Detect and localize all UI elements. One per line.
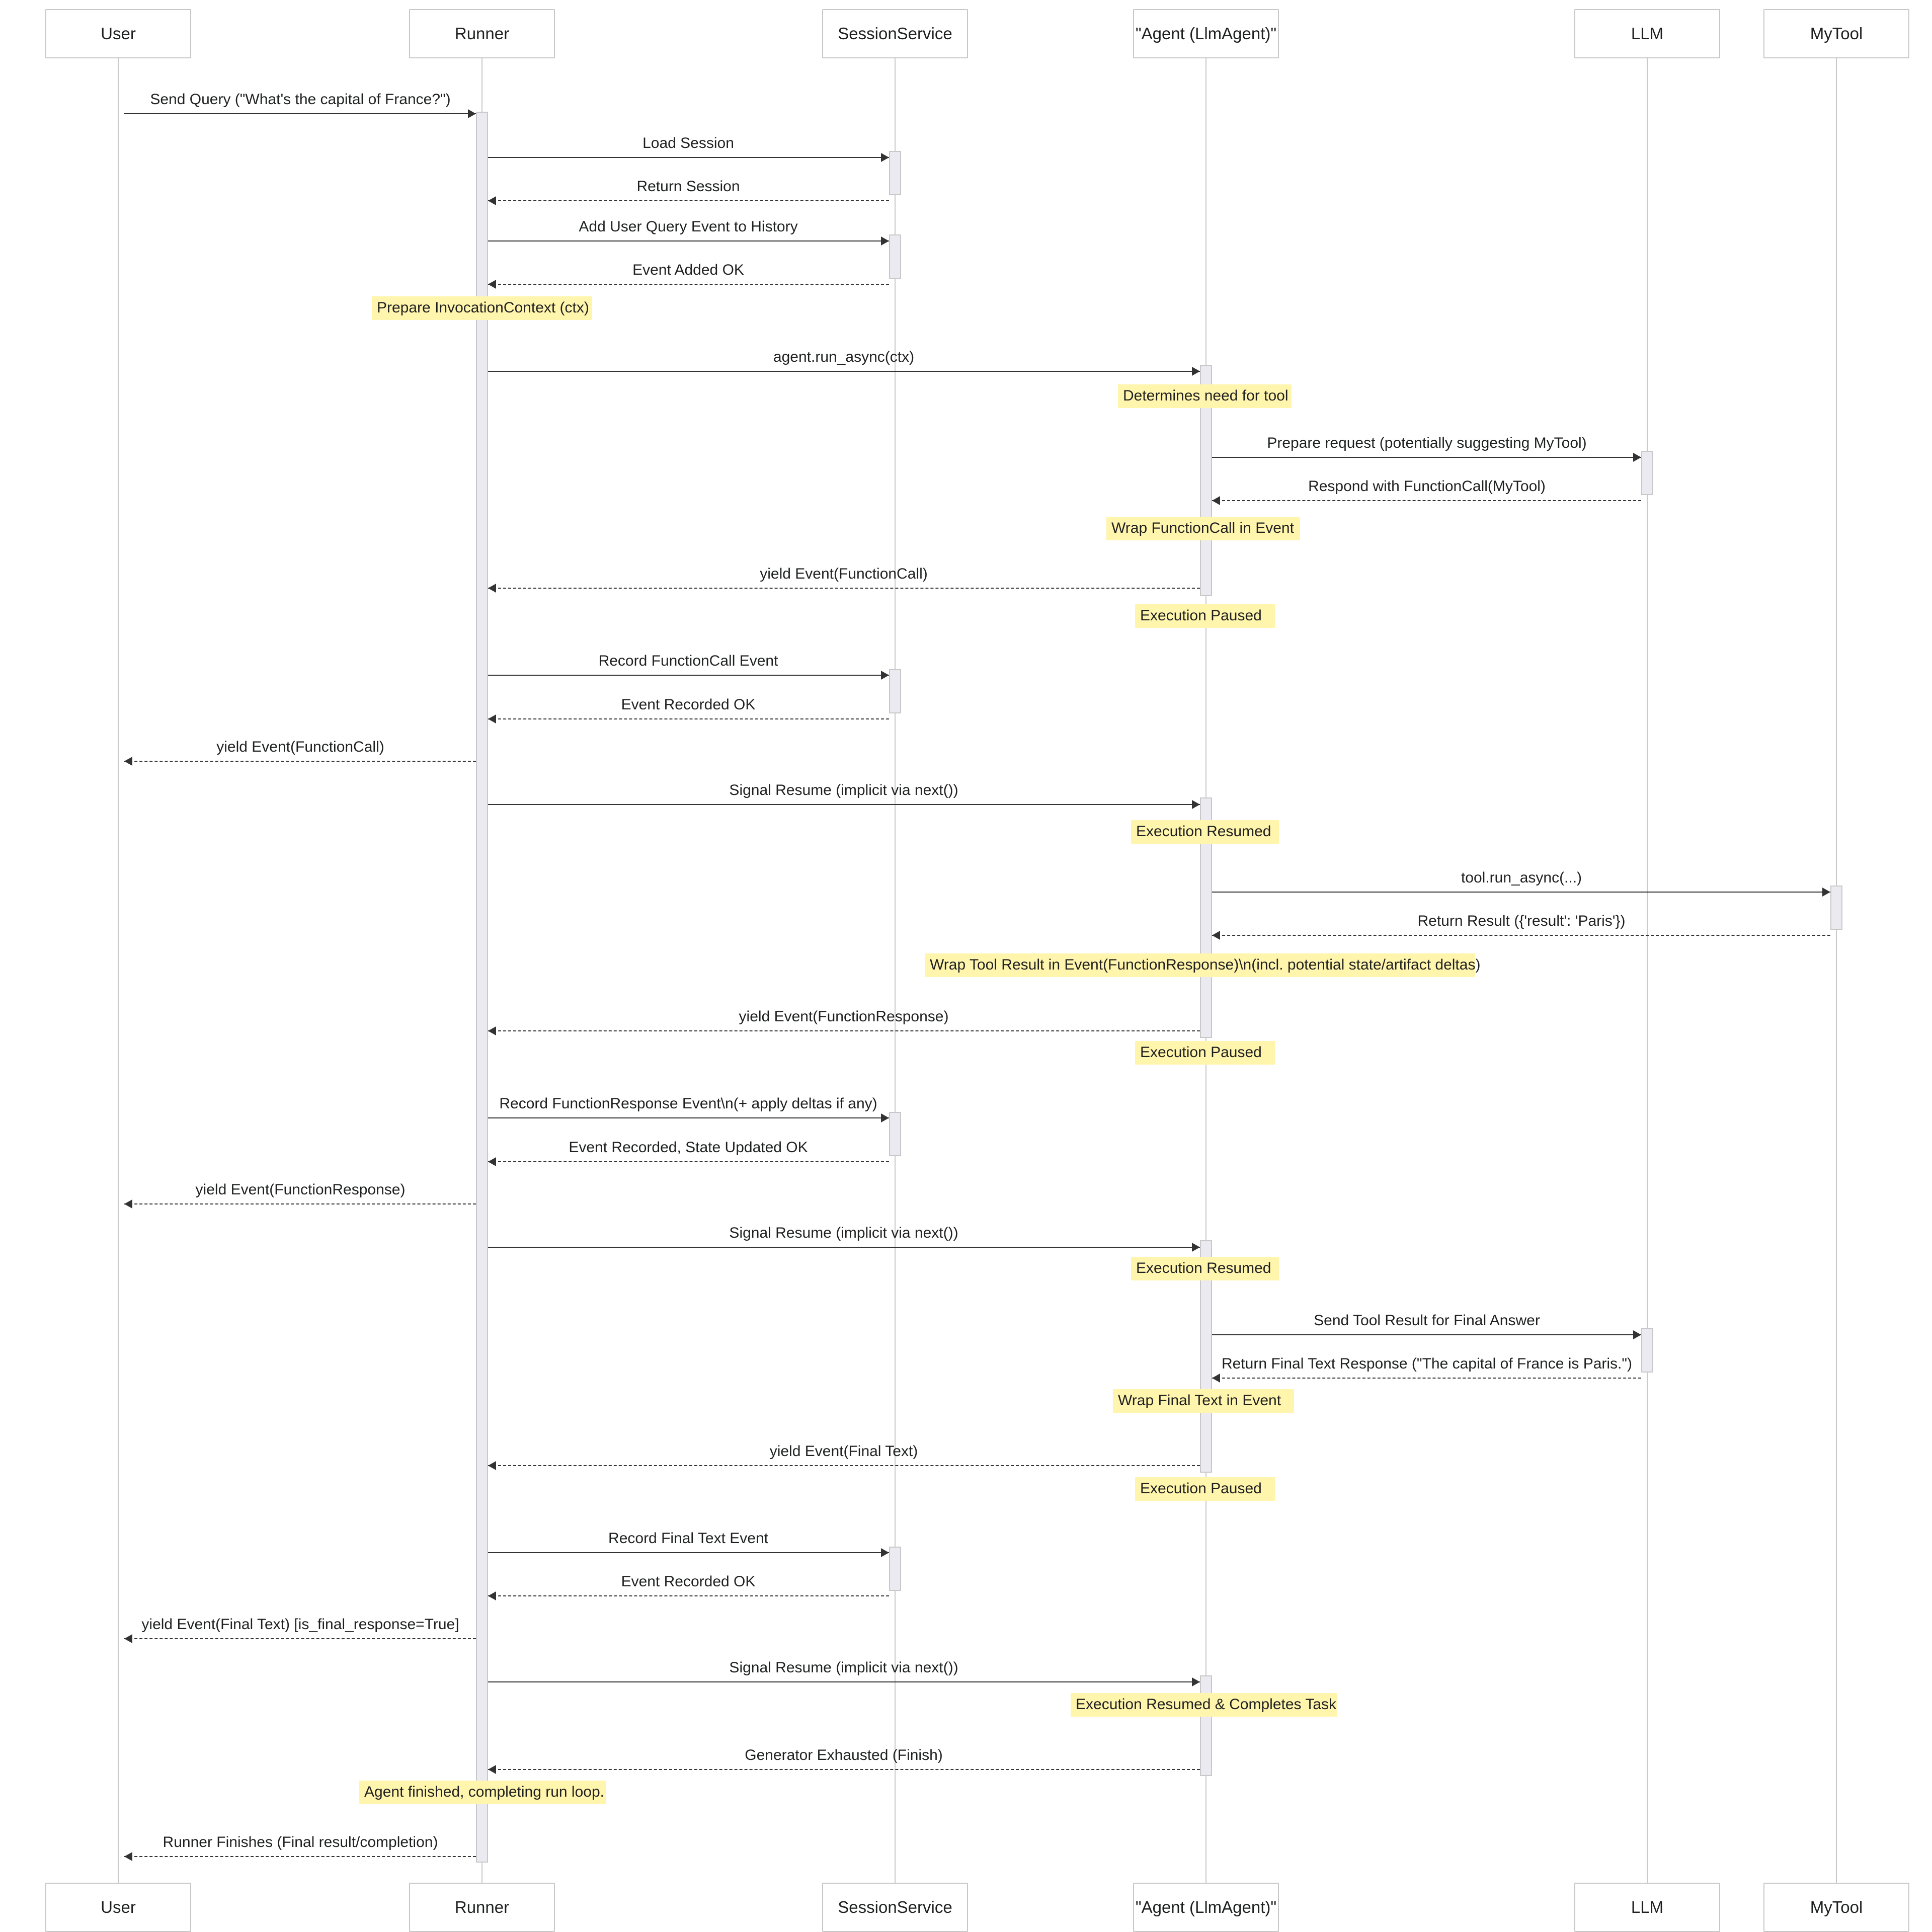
message-label: Event Recorded OK	[621, 696, 756, 713]
participant-user-bottom	[45, 1883, 191, 1932]
message-arrowhead	[881, 153, 889, 162]
message-arrowhead	[881, 1548, 889, 1557]
participant-sessionservice-bottom	[822, 1883, 968, 1932]
message-arrowhead	[488, 1026, 496, 1035]
note: Execution Paused	[1135, 1041, 1275, 1065]
note: Execution Paused	[1135, 604, 1275, 628]
message-label: Signal Resume (implicit via next())	[729, 1659, 958, 1676]
note: Wrap FunctionCall in Event	[1106, 517, 1300, 540]
participant-agent-bottom	[1133, 1883, 1279, 1932]
message-arrowhead	[488, 584, 496, 593]
message-arrowhead	[1633, 453, 1641, 462]
message-label: Send Tool Result for Final Answer	[1314, 1312, 1540, 1329]
activation-sessionservice	[889, 669, 901, 713]
message-line	[1212, 500, 1641, 501]
message-arrowhead	[488, 1765, 496, 1774]
message-arrowhead	[124, 1634, 132, 1643]
message-arrowhead	[1192, 800, 1200, 809]
message-arrowhead	[1192, 1677, 1200, 1686]
participant-sessionservice-top	[822, 9, 968, 58]
note: Execution Resumed & Completes Task	[1071, 1693, 1337, 1717]
message-label: Add User Query Event to History	[579, 218, 798, 235]
message-arrowhead	[488, 280, 496, 289]
message-line	[124, 1203, 476, 1204]
message-label: Record Final Text Event	[608, 1530, 768, 1547]
message-label: yield Event(FunctionCall)	[216, 739, 384, 755]
message-line	[1212, 457, 1641, 458]
message-line	[488, 1769, 1200, 1770]
message-arrowhead	[1822, 888, 1830, 897]
participant-label: User	[101, 1898, 136, 1916]
message-arrowhead	[881, 671, 889, 680]
participant-label: Runner	[454, 1898, 510, 1916]
activation-sessionservice	[889, 1112, 901, 1156]
note: Prepare InvocationContext (ctx)	[372, 296, 592, 320]
message-arrowhead	[124, 1199, 132, 1209]
message-arrowhead	[1633, 1330, 1641, 1339]
participant-mytool-top	[1763, 9, 1909, 58]
message-line	[488, 588, 1200, 589]
message-label: Return Result ({'result': 'Paris'})	[1417, 913, 1626, 929]
message-label: Event Recorded, State Updated OK	[569, 1139, 808, 1156]
participant-label: SessionService	[838, 1898, 952, 1916]
message-line	[1212, 892, 1830, 893]
message-arrowhead	[488, 1461, 496, 1470]
participant-agent-top	[1133, 9, 1279, 58]
message-label: tool.run_async(...)	[1461, 869, 1582, 886]
message-line	[488, 718, 889, 719]
activation-agent	[1200, 1675, 1212, 1776]
message-label: Return Session	[636, 178, 740, 195]
message-arrowhead	[881, 236, 889, 246]
activation-sessionservice	[889, 234, 901, 279]
message-label: yield Event(FunctionResponse)	[195, 1181, 406, 1198]
participant-llm-bottom	[1574, 1883, 1720, 1932]
message-label: Runner Finishes (Final result/completion)	[163, 1834, 438, 1850]
message-line	[488, 1465, 1200, 1466]
message-label: agent.run_async(ctx)	[773, 349, 915, 365]
message-line	[488, 284, 889, 285]
message-arrowhead	[488, 196, 496, 205]
message-line	[488, 804, 1200, 805]
message-label: Record FunctionResponse Event\n(+ apply deltas if any)	[499, 1095, 877, 1112]
participant-label: Runner	[454, 24, 510, 43]
participant-runner-bottom	[409, 1883, 555, 1932]
participant-mytool-bottom	[1763, 1883, 1909, 1932]
lifeline-llm	[1647, 58, 1648, 1883]
message-label: Signal Resume (implicit via next())	[729, 1225, 958, 1241]
activation-runner	[476, 112, 488, 1863]
note: Execution Resumed	[1131, 820, 1279, 844]
message-line	[488, 1117, 889, 1118]
message-line	[488, 1595, 889, 1596]
lifeline-user	[118, 58, 119, 1883]
note: Execution Paused	[1135, 1477, 1275, 1501]
activation-sessionservice	[889, 1547, 901, 1591]
message-label: yield Event(FunctionResponse)	[739, 1008, 949, 1025]
message-line	[488, 675, 889, 676]
lifeline-mytool	[1836, 58, 1837, 1883]
message-arrowhead	[881, 1113, 889, 1122]
message-label: Event Recorded OK	[621, 1573, 756, 1590]
message-line	[488, 157, 889, 158]
message-arrowhead	[468, 109, 476, 118]
message-arrowhead	[488, 1591, 496, 1600]
note: Agent finished, completing run loop.	[359, 1781, 606, 1804]
activation-mytool	[1830, 886, 1842, 930]
message-arrowhead	[1212, 1374, 1220, 1383]
message-line	[488, 1030, 1200, 1031]
message-line	[488, 371, 1200, 372]
message-arrowhead	[1212, 931, 1220, 940]
activation-llm	[1641, 451, 1653, 495]
participant-label: LLM	[1631, 24, 1664, 43]
message-label: Event Added OK	[632, 262, 744, 278]
participant-label: MyTool	[1810, 24, 1863, 43]
participant-label: LLM	[1631, 1898, 1664, 1916]
message-line	[1212, 1378, 1641, 1379]
message-line	[488, 1161, 889, 1162]
message-label: yield Event(FunctionCall)	[760, 566, 928, 582]
message-label: Prepare request (potentially suggesting MyTool)	[1267, 435, 1587, 451]
message-line	[124, 761, 476, 762]
participant-label: SessionService	[838, 24, 952, 43]
message-line	[488, 1681, 1200, 1682]
lifeline-sessionservice	[895, 58, 896, 1883]
message-line	[1212, 935, 1830, 936]
participant-label: User	[101, 24, 136, 43]
message-label: Signal Resume (implicit via next())	[729, 782, 958, 798]
participant-label: MyTool	[1810, 1898, 1863, 1916]
activation-llm	[1641, 1328, 1653, 1373]
message-arrowhead	[124, 757, 132, 766]
message-label: Record FunctionCall Event	[598, 653, 778, 669]
message-arrowhead	[1192, 367, 1200, 376]
message-label: Return Final Text Response ("The capital of France is Paris.")	[1221, 1355, 1633, 1372]
participant-label: "Agent (LlmAgent)"	[1135, 24, 1277, 43]
participant-label: "Agent (LlmAgent)"	[1135, 1898, 1277, 1916]
message-arrowhead	[488, 714, 496, 723]
message-line	[1212, 1334, 1641, 1335]
message-arrowhead	[1212, 496, 1220, 505]
message-arrowhead	[488, 1157, 496, 1166]
note: Wrap Tool Result in Event(FunctionResponse)\n(incl. potential state/artifact deltas)	[925, 953, 1475, 977]
message-label: Generator Exhausted (Finish)	[745, 1747, 943, 1763]
participant-user-top	[45, 9, 191, 58]
message-line	[488, 1552, 889, 1553]
message-label: Respond with FunctionCall(MyTool)	[1308, 478, 1546, 495]
message-label: yield Event(Final Text) [is_final_response=True]	[141, 1616, 459, 1633]
message-line	[488, 1247, 1200, 1248]
note: Wrap Final Text in Event	[1113, 1389, 1294, 1413]
message-arrowhead	[124, 1852, 132, 1861]
participant-runner-top	[409, 9, 555, 58]
activation-sessionservice	[889, 151, 901, 195]
message-line	[124, 113, 476, 114]
message-line	[488, 240, 889, 242]
message-line	[488, 200, 889, 201]
message-line	[124, 1638, 476, 1639]
note: Execution Resumed	[1131, 1257, 1279, 1280]
message-arrowhead	[1192, 1243, 1200, 1252]
message-label: yield Event(Final Text)	[769, 1443, 918, 1460]
participant-llm-top	[1574, 9, 1720, 58]
message-label: Send Query ("What's the capital of France?")	[150, 91, 451, 108]
message-line	[124, 1856, 476, 1857]
message-label: Load Session	[642, 135, 734, 151]
note: Determines need for tool	[1118, 384, 1292, 408]
